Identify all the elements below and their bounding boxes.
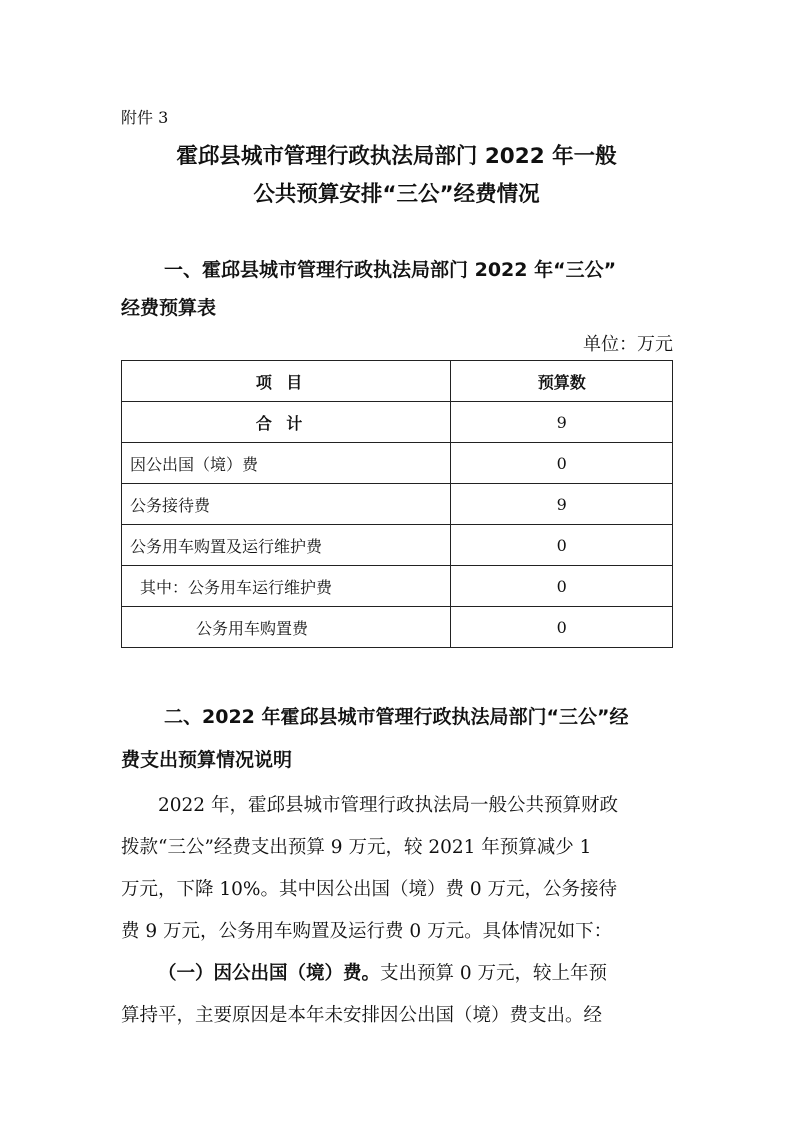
- row-value: 0: [451, 566, 673, 607]
- paragraph-line: 算持平，主要原因是本年未安排因公出国（境）费支出。经: [121, 1005, 603, 1026]
- section2-heading-line1: 二、2022 年霍邱县城市管理行政执法局部门“三公”经: [164, 706, 629, 728]
- row-item: 其中：公务用车运行维护费: [122, 566, 451, 607]
- section1-heading-line1: 一、霍邱县城市管理行政执法局部门 2022 年“三公”: [164, 259, 617, 281]
- paragraph-line: 费 9 万元，公务用车购置及运行费 0 万元。具体情况如下：: [121, 921, 613, 942]
- row-value: 0: [451, 443, 673, 484]
- document-title-line2: 公共预算安排“三公”经费情况: [253, 182, 540, 207]
- paragraph-line: 2022 年，霍邱县城市管理行政执法局一般公共预算财政: [158, 795, 618, 816]
- row-item: 因公出国（境）费: [122, 443, 451, 484]
- row-value: 0: [451, 525, 673, 566]
- table-header-row: [122, 361, 673, 402]
- header-budget: 预算数: [451, 361, 673, 402]
- row-value: 9: [451, 484, 673, 525]
- subsection1-lead: （一）因公出国（境）费。: [158, 963, 381, 984]
- row-value: 0: [451, 607, 673, 648]
- document-title-line1: 霍邱县城市管理行政执法局部门 2022 年一般: [176, 144, 617, 169]
- row-value: 9: [451, 402, 673, 443]
- subsection1-text: 支出预算 0 万元，较上年预: [380, 963, 608, 984]
- table-row: [122, 443, 673, 484]
- table-row: [122, 525, 673, 566]
- paragraph-line: 万元，下降 10%。其中因公出国（境）费 0 万元，公务接待: [121, 879, 618, 900]
- row-item: 公务接待费: [122, 484, 451, 525]
- paragraph-line: 拨款“三公”经费支出预算 9 万元，较 2021 年预算减少 1: [121, 837, 592, 858]
- table-row: [122, 566, 673, 607]
- table-row-total: [122, 402, 673, 443]
- attachment-label: 附件 3: [121, 108, 169, 127]
- row-item: 公务用车购置费: [122, 607, 451, 648]
- section1-heading-line2: 经费预算表: [121, 297, 217, 319]
- budget-table: [121, 360, 673, 648]
- table-row: [122, 484, 673, 525]
- subsection1-line: [121, 953, 674, 995]
- section2-heading-line2: 费支出预算情况说明: [121, 749, 293, 771]
- row-item: 公务用车购置及运行维护费: [122, 525, 451, 566]
- table-row: [122, 607, 673, 648]
- unit-label: 单位：万元: [583, 334, 673, 355]
- header-item: 项目: [122, 361, 451, 402]
- row-item: 合计: [122, 402, 451, 443]
